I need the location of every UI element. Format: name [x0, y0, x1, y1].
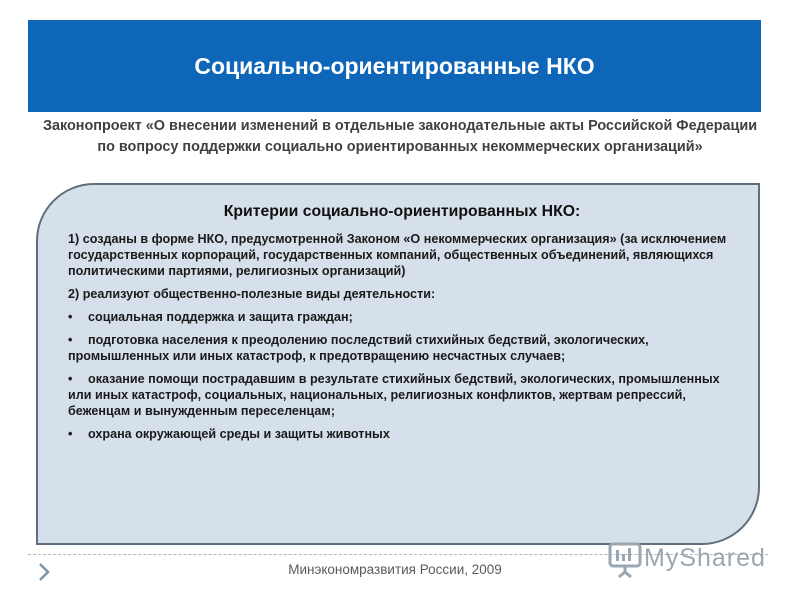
header-banner — [28, 20, 761, 112]
bullet-text: оказание помощи пострадавшим в результате стихийных бедствий, экологических, промышленных или иных катастроф, социальных, национальных, религиозных конфликтов, жертвам репрессий, беженцам и вынужденным переселенцам; — [68, 372, 720, 418]
bullet-text: охрана окружающей среды и защиты животных — [88, 427, 390, 441]
bullet-item — [68, 309, 736, 325]
watermark — [608, 537, 778, 583]
bullet-item — [68, 426, 736, 442]
criteria-title: Критерии социально-ориентированных НКО: — [223, 203, 581, 220]
bullet-item — [68, 332, 736, 364]
footer-source: Минэкономразвития России, 2009 — [288, 562, 502, 577]
bullet-marker: • — [68, 333, 73, 347]
bullet-marker: • — [68, 427, 73, 441]
bullet-marker: • — [68, 372, 73, 386]
criterion-2: 2) реализуют общественно-полезные виды деятельности: — [68, 287, 436, 301]
slide-title: Социально-ориентированные НКО — [194, 52, 595, 79]
bullet-text: социальная поддержка и защита граждан; — [88, 310, 353, 324]
watermark-text: MyShared — [644, 544, 766, 572]
presentation-board-icon — [608, 541, 642, 579]
bill-subtitle: Законопроект «О внесении изменений в отдельные законодательные акты Российской Федерации по вопросу поддержки социально ориентированных некоммерческих организаций» — [42, 118, 758, 155]
bullet-text: подготовка населения к преодолению последствий стихийных бедствий, экологических, промышленных или иных катастроф, к предотвращению несчастных случаев; — [68, 333, 649, 363]
bullet-item — [68, 371, 736, 419]
criterion-1: 1) созданы в форме НКО, предусмотренной Законом «О некоммерческих организация» (за исключением государственных корпораций, государственных компаний, общественных объединений, являющихся политическими партиями, религиозных организаций) — [68, 232, 727, 278]
criteria-panel — [36, 183, 760, 545]
bullet-marker: • — [68, 310, 73, 324]
